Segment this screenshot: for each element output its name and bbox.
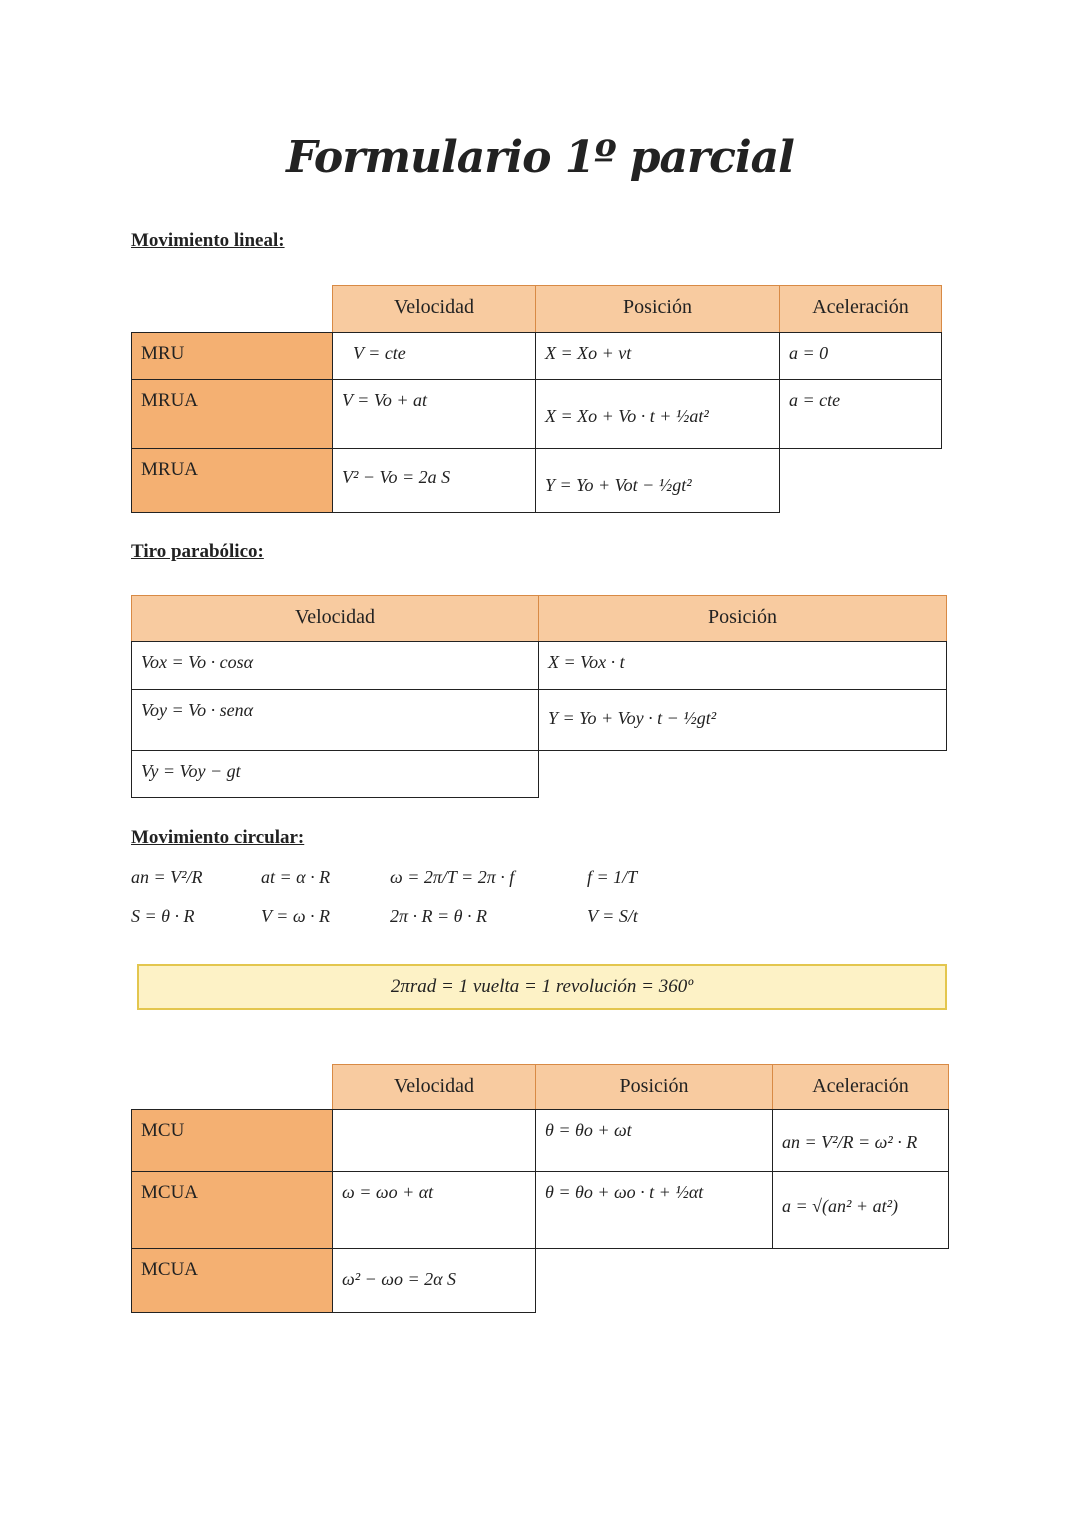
row-label: MRUA (131, 448, 333, 513)
row-label: MCU (131, 1109, 333, 1172)
header-velocidad: Velocidad (332, 1064, 536, 1110)
cell: θ = θo + ωt (535, 1109, 773, 1172)
cell: V² − Vo = 2a S (332, 448, 536, 513)
formula: 2π · R = θ · R (390, 906, 487, 926)
cell: a = cte (779, 379, 942, 449)
cell: X = Xo + Vo · t + ½at² (535, 379, 780, 449)
formula: at = α · R (261, 867, 331, 887)
header-posicion: Posición (535, 1064, 773, 1110)
cell: a = 0 (779, 332, 942, 380)
cell (332, 1109, 536, 1172)
formula: V = S/t (587, 906, 638, 926)
header-velocidad: Velocidad (131, 595, 539, 642)
formula: f = 1/T (587, 867, 638, 887)
cell: X = Vox · t (538, 641, 947, 690)
cell: ω² − ωo = 2α S (332, 1248, 536, 1313)
formula: an = V²/R (131, 867, 203, 887)
cell: X = Xo + vt (535, 332, 780, 380)
heading-circular: Movimiento circular: (131, 827, 305, 848)
cell: V = Vo + at (332, 379, 536, 449)
cell: Voy = Vo · senα (131, 689, 539, 751)
cell: θ = θo + ωo · t + ½αt (535, 1171, 773, 1249)
note-box: 2πrad = 1 vuelta = 1 revolución = 360º (137, 964, 947, 1010)
cell: ω = ωo + αt (332, 1171, 536, 1249)
cell: Vy = Voy − gt (131, 750, 539, 798)
cell: Y = Yo + Vot − ½gt² (535, 448, 780, 513)
header-posicion: Posición (538, 595, 947, 642)
heading-lineal: Movimiento lineal: (131, 230, 285, 251)
formula: S = θ · R (131, 906, 195, 926)
row-label: MCUA (131, 1248, 333, 1313)
header-posicion: Posición (535, 285, 780, 333)
cell: a = √(an² + at²) (772, 1171, 949, 1249)
formula: V = ω · R (261, 906, 331, 926)
header-velocidad: Velocidad (332, 285, 536, 333)
header-aceleracion: Aceleración (772, 1064, 949, 1110)
formula: ω = 2π/T = 2π · f (390, 867, 515, 887)
header-aceleracion: Aceleración (779, 285, 942, 333)
row-label: MRUA (131, 379, 333, 449)
row-label: MCUA (131, 1171, 333, 1249)
row-label: MRU (131, 332, 333, 380)
cell: Y = Yo + Voy · t − ½gt² (538, 689, 947, 751)
cell: Vox = Vo · cosα (131, 641, 539, 690)
cell: V = cte (332, 332, 536, 380)
heading-parabolico: Tiro parabólico: (131, 541, 264, 562)
cell: an = V²/R = ω² · R (772, 1109, 949, 1172)
page-title: Formulario 1º parcial (286, 132, 794, 183)
